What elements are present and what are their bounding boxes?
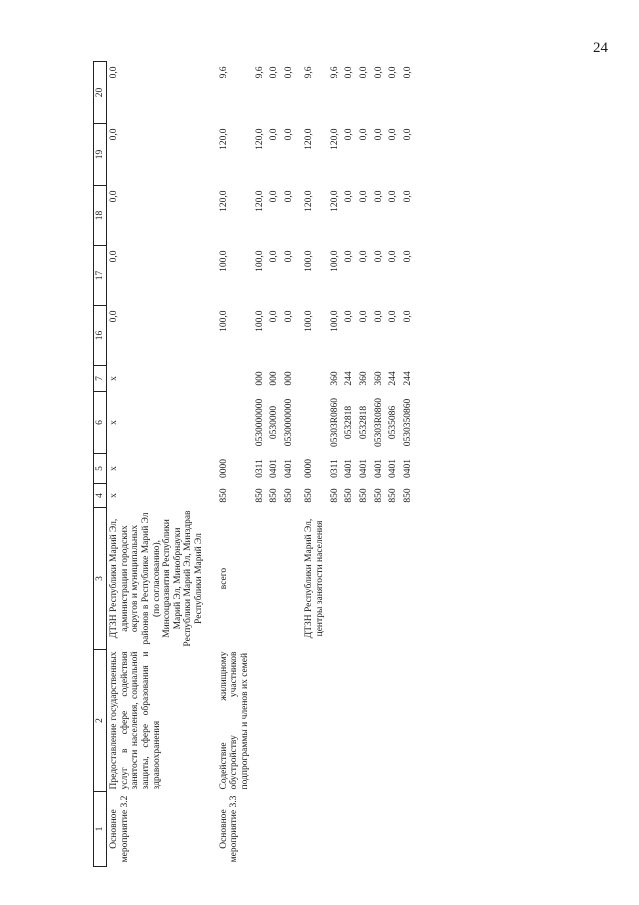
value-2019: 0,0 <box>283 128 294 141</box>
value-2016: 100,0 <box>329 310 340 332</box>
header-cell: 17 <box>94 246 107 306</box>
code-csr <box>296 392 327 454</box>
value-2017: 100,0 <box>304 250 315 272</box>
code-vr: 360 <box>373 371 384 386</box>
code-rzpr: 0000 <box>304 459 315 478</box>
value-2019: 0,0 <box>344 128 355 141</box>
value-2019: 0,0 <box>358 128 369 141</box>
table-row <box>342 62 357 867</box>
code-rzpr: 0000 <box>218 459 229 478</box>
value-2016: 0,0 <box>358 310 369 323</box>
value-2018: 120,0 <box>304 190 315 212</box>
value-2020: 0,0 <box>283 66 294 79</box>
code-vr: x <box>109 376 119 381</box>
value-2016: 0,0 <box>373 310 384 323</box>
value-2017: 100,0 <box>254 250 265 272</box>
value-2020: 0,0 <box>269 66 280 79</box>
code-csr: 05303R0860 <box>373 397 384 448</box>
executor <box>386 508 401 650</box>
value-2018: 120,0 <box>329 190 340 212</box>
value-2020: 0,0 <box>109 66 119 79</box>
measure-description: Предоставление государственных услуг в сфере содействия занятости населения, социальной защиты, сфере образования и здравоохранения <box>109 651 162 790</box>
value-2017: 0,0 <box>283 250 294 263</box>
rotated-table-container <box>93 57 603 867</box>
code-vr: 244 <box>344 371 355 386</box>
executor <box>267 508 282 650</box>
code-csr: x <box>109 420 119 425</box>
table-row <box>107 62 207 867</box>
table-row <box>267 62 282 867</box>
code-rzpr: 0311 <box>254 459 265 478</box>
value-2020: 0,0 <box>358 66 369 79</box>
value-2017: 100,0 <box>329 250 340 272</box>
value-2019: 120,0 <box>254 128 265 150</box>
header-cell: 16 <box>94 306 107 366</box>
value-2020: 0,0 <box>373 66 384 79</box>
header-cell: 20 <box>94 62 107 124</box>
value-2020: 0,0 <box>388 66 399 79</box>
header-cell: 6 <box>94 392 107 454</box>
code-grbs: 850 <box>254 488 265 503</box>
value-2019: 0,0 <box>269 128 280 141</box>
value-2018: 120,0 <box>254 190 265 212</box>
value-2020: 9,6 <box>218 66 229 79</box>
code-rzpr: 0401 <box>373 459 384 478</box>
value-2019: 120,0 <box>304 128 315 150</box>
value-2020: 9,6 <box>329 66 340 79</box>
measure-name <box>357 792 372 867</box>
table-body <box>107 62 416 867</box>
value-2020: 0,0 <box>344 66 355 79</box>
code-rzpr: 0401 <box>344 459 355 478</box>
value-2019: 0,0 <box>388 128 399 141</box>
code-rzpr: x <box>109 466 119 471</box>
value-2018: 120,0 <box>218 190 229 212</box>
table-row <box>282 62 297 867</box>
executor <box>282 508 297 650</box>
measure-description <box>267 650 282 792</box>
value-2016: 100,0 <box>218 310 229 332</box>
code-grbs: 850 <box>388 488 399 503</box>
code-grbs: 850 <box>358 488 369 503</box>
executor: ДТЗН Республики Марий Эл, администрации городских округов и муниципальных районов в Республике Марий Эл (по согласованию), Минсоцразвития Республики Марий Эл, Минобрнауки Республики Марий Эл, Минздрав Республики Марий Эл <box>109 510 204 647</box>
code-grbs: 850 <box>218 488 229 503</box>
code-csr: 0532818 <box>344 405 355 440</box>
measure-description: Содействие жилищному обустройству участников подпрограммы и членов их семей <box>218 651 250 790</box>
measure-name <box>282 792 297 867</box>
value-2016: 0,0 <box>283 310 294 323</box>
table-row <box>296 62 327 867</box>
code-grbs: 850 <box>283 488 294 503</box>
measure-name <box>401 792 416 867</box>
header-cell: 1 <box>94 792 107 867</box>
budget-table <box>93 61 415 867</box>
value-2016: 0,0 <box>344 310 355 323</box>
header-cell: 3 <box>94 508 107 650</box>
code-csr: 0530000000 <box>254 398 265 447</box>
table-row <box>401 62 416 867</box>
value-2019: 0,0 <box>402 128 413 141</box>
code-rzpr: 0401 <box>358 459 369 478</box>
executor <box>401 508 416 650</box>
code-vr <box>296 366 327 392</box>
code-csr: 0532818 <box>358 405 369 440</box>
measure-description <box>357 650 372 792</box>
code-csr: 0530000000 <box>283 398 294 447</box>
code-grbs: 850 <box>269 488 280 503</box>
measure-name <box>372 792 387 867</box>
code-vr: 000 <box>269 371 280 386</box>
value-2016: 0,0 <box>269 310 280 323</box>
executor: ДТЗН Республики Марий Эл, центры занятости населения <box>304 518 325 639</box>
measure-description <box>342 650 357 792</box>
code-rzpr: 0401 <box>402 459 413 478</box>
value-2017: 0,0 <box>388 250 399 263</box>
value-2020: 0,0 <box>402 66 413 79</box>
header-cell: 19 <box>94 124 107 186</box>
table-row <box>328 62 343 867</box>
code-rzpr: 0401 <box>283 459 294 478</box>
value-2019: 0,0 <box>109 128 119 141</box>
executor <box>357 508 372 650</box>
value-2017: 100,0 <box>218 250 229 272</box>
value-2016: 100,0 <box>304 310 315 332</box>
table-row <box>253 62 268 867</box>
value-2018: 0,0 <box>269 190 280 203</box>
executor <box>328 508 343 650</box>
measure-name <box>342 792 357 867</box>
code-grbs: 850 <box>304 488 315 503</box>
value-2017: 0,0 <box>344 250 355 263</box>
code-vr: 000 <box>254 371 265 386</box>
value-2018: 0,0 <box>283 190 294 203</box>
header-row <box>94 62 107 867</box>
code-grbs: 850 <box>373 488 384 503</box>
value-2018: 0,0 <box>402 190 413 203</box>
measure-description <box>401 650 416 792</box>
header-cell: 18 <box>94 186 107 246</box>
value-2018: 0,0 <box>373 190 384 203</box>
code-vr: 244 <box>388 371 399 386</box>
measure-description <box>282 650 297 792</box>
code-vr <box>207 366 253 392</box>
measure-name: Основное мероприятие 3.3 <box>218 795 240 863</box>
code-csr <box>207 392 253 454</box>
value-2016: 0,0 <box>388 310 399 323</box>
value-2017: 0,0 <box>358 250 369 263</box>
table-row <box>386 62 401 867</box>
value-2016: 100,0 <box>254 310 265 332</box>
code-grbs: 850 <box>402 488 413 503</box>
value-2016: 0,0 <box>109 310 119 323</box>
executor <box>372 508 387 650</box>
table-row <box>357 62 372 867</box>
measure-description <box>296 650 327 792</box>
value-2016: 0,0 <box>402 310 413 323</box>
code-rzpr: 0401 <box>388 459 399 478</box>
measure-name <box>296 792 327 867</box>
measure-description <box>386 650 401 792</box>
measure-name <box>386 792 401 867</box>
code-grbs: 850 <box>344 488 355 503</box>
value-2018: 0,0 <box>344 190 355 203</box>
measure-name <box>328 792 343 867</box>
table-row <box>372 62 387 867</box>
executor <box>342 508 357 650</box>
code-csr: 0535086 <box>388 405 399 440</box>
code-csr: 0530000 <box>269 405 280 440</box>
measure-description <box>253 650 268 792</box>
header-cell: 4 <box>94 484 107 508</box>
code-csr: 05303R0860 <box>329 397 340 448</box>
code-rzpr: 0311 <box>329 459 340 478</box>
code-vr: 000 <box>283 371 294 386</box>
value-2020: 9,6 <box>304 66 315 79</box>
code-vr: 360 <box>358 371 369 386</box>
value-2018: 0,0 <box>109 190 119 203</box>
measure-name: Основное мероприятие 3.2 <box>109 795 130 863</box>
value-2018: 0,0 <box>358 190 369 203</box>
value-2019: 120,0 <box>329 128 340 150</box>
code-rzpr: 0401 <box>269 459 280 478</box>
value-2017: 0,0 <box>109 250 119 263</box>
executor: всего <box>218 567 229 590</box>
executor <box>253 508 268 650</box>
value-2018: 0,0 <box>388 190 399 203</box>
page-number: 24 <box>593 40 608 56</box>
measure-description <box>372 650 387 792</box>
table-row <box>207 62 253 867</box>
value-2020: 9,6 <box>254 66 265 79</box>
measure-description <box>328 650 343 792</box>
value-2017: 0,0 <box>269 250 280 263</box>
header-cell: 2 <box>94 650 107 792</box>
value-2017: 0,0 <box>373 250 384 263</box>
measure-name <box>267 792 282 867</box>
measure-name <box>253 792 268 867</box>
header-cell: 7 <box>94 366 107 392</box>
value-2019: 0,0 <box>373 128 384 141</box>
code-vr: 244 <box>402 371 413 386</box>
code-grbs: x <box>109 493 119 498</box>
code-csr: 0530350860 <box>402 398 413 447</box>
code-grbs: 850 <box>329 488 340 503</box>
header-cell: 5 <box>94 454 107 484</box>
code-vr: 360 <box>329 371 340 386</box>
value-2019: 120,0 <box>218 128 229 150</box>
value-2017: 0,0 <box>402 250 413 263</box>
